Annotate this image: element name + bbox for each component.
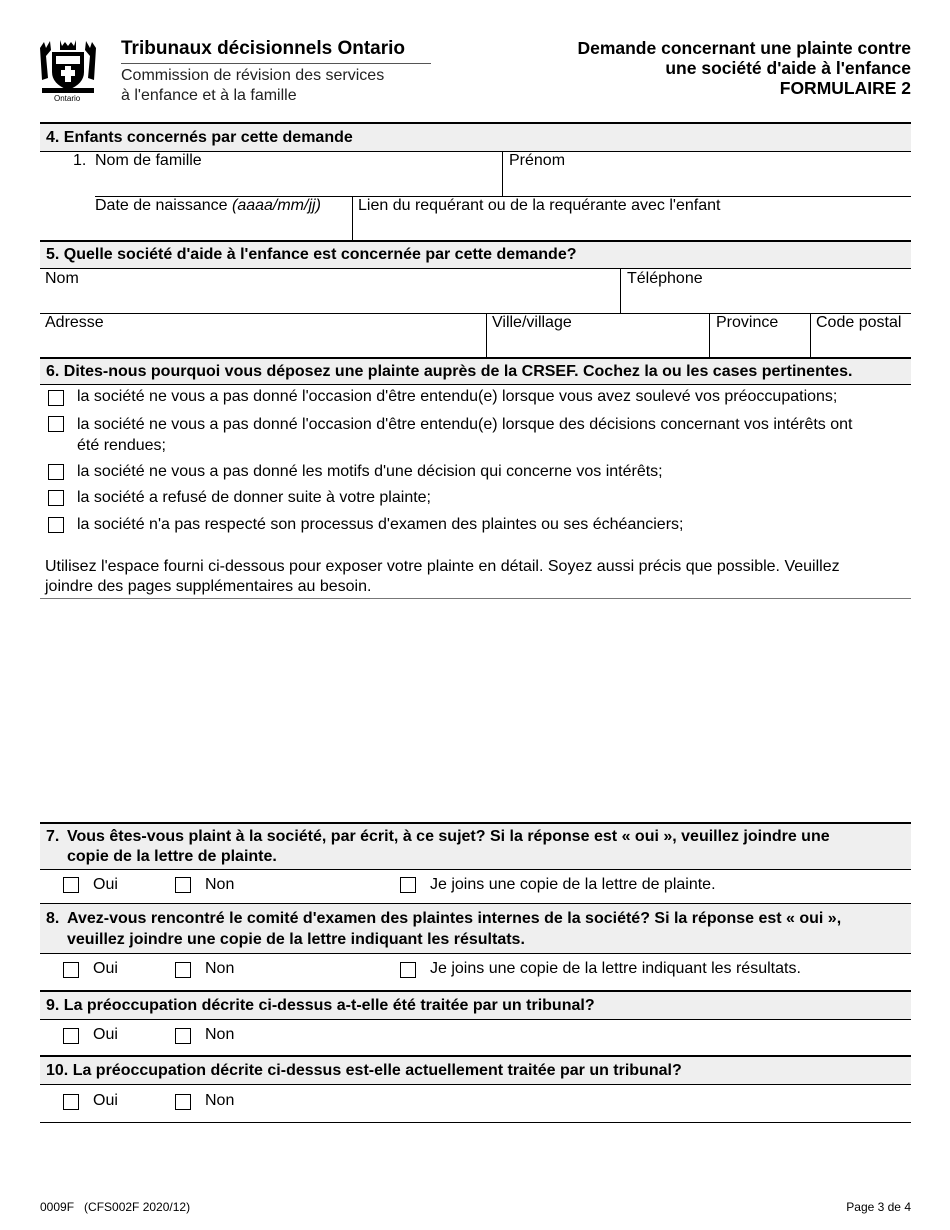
logo-caption: Ontario <box>54 94 81 103</box>
section-10-header <box>40 1055 911 1085</box>
child-dob-field[interactable] <box>95 217 350 239</box>
section-10-title: 10. La préoccupation décrite ci-dessus est-elle actuellement traitée par un tribunal? <box>46 1062 682 1079</box>
divider <box>486 313 487 357</box>
reason-option-5: la société n'a pas respecté son processus d'examen des plaintes ou ses échéanciers; <box>77 516 684 533</box>
relation-field[interactable] <box>355 217 909 239</box>
org-underline <box>121 63 431 64</box>
complaint-instructions-1: Utilisez l'espace fourni ci-dessous pour exposer votre plainte en détail. Soyez aussi précis que possible. Veuillez <box>45 558 840 575</box>
section-7-no-label: Non <box>205 876 235 893</box>
form-title-3: FORMULAIRE 2 <box>779 78 911 98</box>
divider <box>40 1122 911 1123</box>
relation-label: Lien du requérant ou de la requérante avec l'enfant <box>358 197 721 214</box>
form-title-1: Demande concernant une plainte contre <box>577 38 911 58</box>
reason-option-1: la société ne vous a pas donné l'occasion d'être entendu(e) lorsque vous avez soulevé vos préoccupations; <box>77 388 838 405</box>
section-4-header <box>40 122 911 152</box>
org-name: Tribunaux décisionnels Ontario <box>121 38 405 59</box>
section-7-yes-label: Oui <box>93 876 118 893</box>
postal-code-label: Code postal <box>816 314 902 331</box>
dob-label-text: Date de naissance <box>95 197 228 214</box>
divider <box>40 313 911 314</box>
dob-format: (aaaa/mm/jj) <box>231 197 321 214</box>
section-8-question-line-1: Avez-vous rencontré le comité d'examen des plaintes internes de la société? Si la réponse est « oui », <box>67 910 842 927</box>
address-field[interactable] <box>42 334 484 356</box>
section-7-number: 7. <box>46 828 60 845</box>
section-8-yes-checkbox[interactable] <box>63 962 79 978</box>
postal-code-field[interactable] <box>813 334 909 356</box>
section-8-question-line-2: veuillez joindre une copie de la lettre indiquant les résultats. <box>67 931 525 948</box>
section-7-yes-checkbox[interactable] <box>63 877 79 893</box>
ontario-coat-of-arms-logo <box>36 38 100 104</box>
section-9-header <box>40 990 911 1020</box>
section-9-no-label: Non <box>205 1026 235 1043</box>
child-row-number: 1. <box>73 152 87 169</box>
complaint-instructions-2: joindre des pages supplémentaires au besoin. <box>45 578 372 595</box>
section-8-attach-label: Je joins une copie de la lettre indiquant les résultats. <box>430 960 801 977</box>
reason-option-2: la société ne vous a pas donné l'occasion d'être entendu(e) lorsque des décisions concernant vos intérêts ont <box>77 416 853 433</box>
reason-option-2-continued: été rendues; <box>77 437 166 454</box>
section-8-attach-checkbox[interactable] <box>400 962 416 978</box>
divider <box>502 152 503 196</box>
divider <box>709 313 710 357</box>
reason-checkbox-1[interactable] <box>48 390 64 406</box>
section-9-yes-checkbox[interactable] <box>63 1028 79 1044</box>
section-7-header <box>40 822 911 870</box>
divider <box>352 196 353 240</box>
divider <box>40 598 911 599</box>
section-8-header <box>40 903 911 954</box>
section-7-question-line-2: copie de la lettre de plainte. <box>67 848 277 865</box>
reason-checkbox-5[interactable] <box>48 517 64 533</box>
city-field[interactable] <box>489 334 707 356</box>
reason-checkbox-2[interactable] <box>48 416 64 432</box>
section-9-title: 9. La préoccupation décrite ci-dessus a-t-elle été traitée par un tribunal? <box>46 997 595 1014</box>
section-10-no-label: Non <box>205 1092 235 1109</box>
section-6-header <box>40 357 911 385</box>
section-6-title: 6. Dites-nous pourquoi vous déposez une plainte auprès de la CRSEF. Cochez la ou les cases pertinentes. <box>46 363 853 380</box>
divider <box>620 269 621 313</box>
section-7-attach-label: Je joins une copie de la lettre de plainte. <box>430 876 716 893</box>
form-code: 0009F (CFS002F 2020/12) <box>40 1200 191 1214</box>
province-label: Province <box>716 314 779 331</box>
form-title-2: une société d'aide à l'enfance <box>665 58 911 78</box>
org-subtitle-2: à l'enfance et à la famille <box>121 87 297 104</box>
section-8-no-checkbox[interactable] <box>175 962 191 978</box>
reason-checkbox-3[interactable] <box>48 464 64 480</box>
province-field[interactable] <box>712 334 808 356</box>
section-5-header <box>40 240 911 269</box>
section-8-no-label: Non <box>205 960 235 977</box>
last-name-label: Nom de famille <box>95 152 202 169</box>
first-name-label: Prénom <box>509 152 566 169</box>
section-10-yes-checkbox[interactable] <box>63 1094 79 1110</box>
section-8-number: 8. <box>46 910 60 927</box>
dob-label <box>95 197 321 215</box>
section-5-title: 5. Quelle société d'aide à l'enfance est concernée par cette demande? <box>46 246 577 263</box>
reason-checkbox-4[interactable] <box>48 490 64 506</box>
child-first-name-field[interactable] <box>505 172 909 194</box>
divider <box>810 313 811 357</box>
society-name-field[interactable] <box>42 290 618 312</box>
reason-option-3: la société ne vous a pas donné les motifs d'une décision qui concerne vos intérêts; <box>77 463 663 480</box>
section-7-no-checkbox[interactable] <box>175 877 191 893</box>
complaint-details-field[interactable] <box>40 600 911 820</box>
society-name-label: Nom <box>45 270 79 287</box>
section-9-no-checkbox[interactable] <box>175 1028 191 1044</box>
section-8-yes-label: Oui <box>93 960 118 977</box>
phone-label: Téléphone <box>627 270 703 287</box>
society-phone-field[interactable] <box>623 290 909 312</box>
section-10-no-checkbox[interactable] <box>175 1094 191 1110</box>
section-7-attach-checkbox[interactable] <box>400 877 416 893</box>
address-label: Adresse <box>45 314 104 331</box>
reason-option-4: la société a refusé de donner suite à votre plainte; <box>77 489 431 506</box>
section-9-yes-label: Oui <box>93 1026 118 1043</box>
child-last-name-field[interactable] <box>95 172 500 194</box>
section-10-yes-label: Oui <box>93 1092 118 1109</box>
city-label: Ville/village <box>492 314 572 331</box>
org-subtitle-1: Commission de révision des services <box>121 67 385 84</box>
page-number: Page 3 de 4 <box>846 1200 911 1214</box>
section-7-question-line-1: Vous êtes-vous plaint à la société, par écrit, à ce sujet? Si la réponse est « oui », veuillez joindre une <box>67 828 830 845</box>
section-4-title: 4. Enfants concernés par cette demande <box>46 129 353 146</box>
